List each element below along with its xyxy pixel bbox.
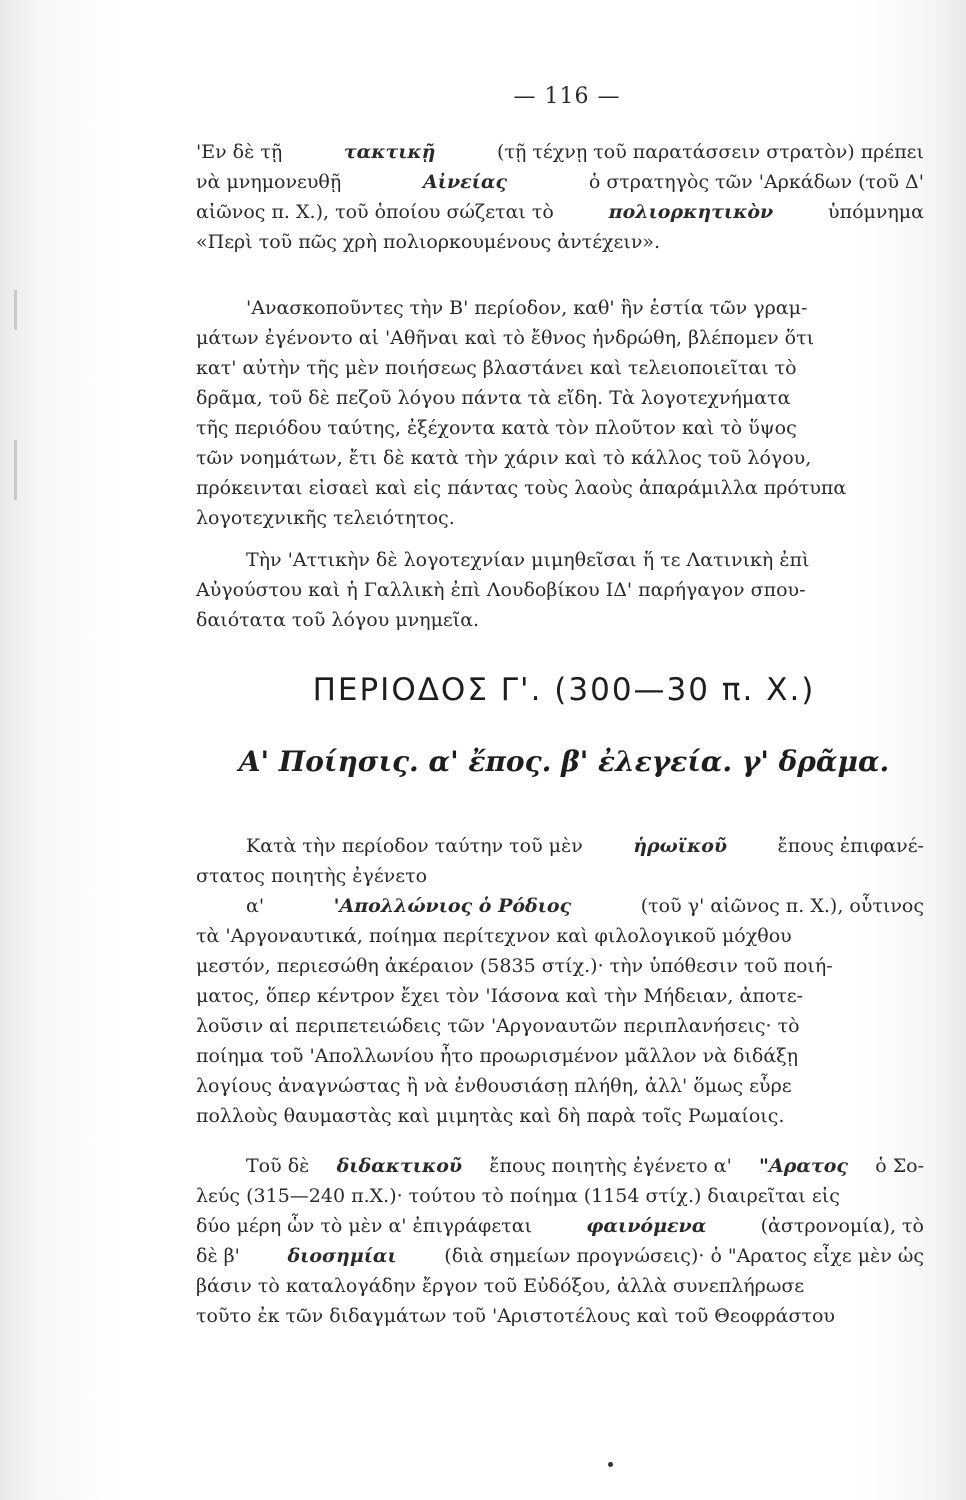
- text-line: τῆς περιόδου ταύτης, ἐξέχοντα κατὰ τὸν πλοῦτον καὶ τὸ ὕψος: [196, 417, 797, 439]
- text-line: δαιότατα τοῦ λόγου μνημεῖα.: [196, 609, 480, 631]
- text-line: τὰ 'Αργοναυτικά, ποίημα περίτεχνον καὶ φιλολογικοῦ μόχθου: [196, 925, 792, 947]
- text-line: δὲ β' διοσημίαι (διὰ σημείων προγνώσεις)· ὁ "Αρατος εἶχε μὲν ὡς: [196, 1241, 924, 1271]
- text-line: 'Ανασκοποῦντες τὴν Β' περίοδον, καθ' ἣν ἑστία τῶν γραμ-: [246, 297, 808, 319]
- text-line: Τοῦ δὲ διδακτικοῦ ἔπους ποιητὴς ἐγένετο α' "Αρατος ὁ Σο-: [196, 1151, 924, 1181]
- text-line: «Περὶ τοῦ πῶς χρὴ πολιορκουμένους ἀντέχειν».: [196, 231, 661, 253]
- text-line: λογοτεχνικῆς τελειότητος.: [196, 507, 455, 529]
- text-line: ματος, ὅπερ κέντρον ἔχει τὸν 'Ιάσονα καὶ τὴν Μήδειαν, ἀποτε-: [196, 985, 804, 1007]
- text-line: δύο μέρη ὧν τὸ μὲν α' ἐπιγράφεται φαινόμενα (ἀστρονομία), τὸ: [196, 1211, 924, 1241]
- term-taktike: τακτικῇ: [343, 141, 436, 163]
- text-line: Κατὰ τὴν περίοδον ταύτην τοῦ μὲν ἡρωϊκοῦ ἔπους ἐπιφανέ-: [196, 831, 924, 861]
- page-number: — 116 —: [513, 84, 621, 109]
- text-line: πρόκεινται εἰσαεὶ καὶ εἰς πάντας τοὺς λαοὺς ἀπαράμιλλα πρότυπα: [196, 477, 847, 499]
- text-line: πολλοὺς θαυμαστὰς καὶ μιμητὰς καὶ δὴ παρὰ τοῖς Ρωμαίοις.: [196, 1105, 785, 1127]
- text-line: τοῦτο ἐκ τῶν διδαγμάτων τοῦ 'Αριστοτέλους καὶ τοῦ Θεοφράστου: [196, 1305, 835, 1327]
- text-line: νὰ μνημονευθῇ Αἰνείας ὁ στρατηγὸς τῶν 'Αρκάδων (τοῦ Δ': [196, 167, 924, 197]
- section-heading: ΠΕΡΙΟΔΟΣ Γ'. (300—30 π. Χ.): [312, 672, 816, 708]
- paragraph-didactic: [196, 1151, 924, 1331]
- ink-dot: [608, 1462, 613, 1467]
- term-phainomena: φαινόμενα: [586, 1215, 707, 1237]
- paragraph-imitation: [196, 545, 924, 635]
- paragraph-tactics: [196, 137, 924, 257]
- text-line: λοῦσιν αἱ περιπετειώδεις τῶν 'Αργοναυτῶν περιπλανήσεις· τὸ: [196, 1015, 800, 1037]
- sub-heading: Α' Ποίησις. α' ἔπος. β' ἐλεγεία. γ' δρᾶμα.: [238, 745, 890, 778]
- text-line: τῶν νοημάτων, ἔτι δὲ κατὰ τὴν χάριν καὶ τὸ κάλλος τοῦ λόγου,: [196, 447, 812, 469]
- margin-mark: [14, 290, 17, 330]
- text-line: στατος ποιητὴς ἐγένετο: [196, 865, 428, 887]
- text-line: Τὴν 'Αττικὴν δὲ λογοτεχνίαν μιμηθεῖσαι ἥ τε Λατινικὴ ἐπὶ: [246, 549, 810, 571]
- name-apollonios: 'Απολλώνιος ὁ Ρόδιος: [333, 895, 572, 917]
- paragraph-review: [196, 293, 924, 533]
- term-diosemiai: διοσημίαι: [287, 1245, 397, 1267]
- margin-mark: [14, 440, 17, 500]
- term-heroic: ἡρωϊκοῦ: [633, 835, 728, 857]
- text-line: μάτων ἐγένοντο αἱ 'Αθῆναι καὶ τὸ ἔθνος ἠνδρώθη, βλέπομεν ὅτι: [196, 327, 815, 349]
- paragraph-epic: [196, 831, 924, 1131]
- text-line: Αὐγούστου καὶ ἡ Γαλλικὴ ἐπὶ Λουδοβίκου ΙΔ' παρήγαγον σπου-: [196, 579, 806, 601]
- text-line: λογίους ἀναγνώστας ἢ νὰ ἐνθουσιάσῃ πλήθη, ἀλλ' ὅμως εὗρε: [196, 1075, 792, 1097]
- text-line: κατ' αὐτὴν τῆς μὲν ποιήσεως βλαστάνει καὶ τελειοποιεῖται τὸ: [196, 357, 797, 379]
- name-aratos: "Αρατος: [759, 1155, 848, 1177]
- text-line: 'Εν δὲ τῇ τακτικῇ (τῇ τέχνῃ τοῦ παρατάσσειν στρατὸν) πρέπει: [196, 137, 924, 167]
- text-line: α' 'Απολλώνιος ὁ Ρόδιος (τοῦ γ' αἰῶνος π. Χ.), οὗτινος: [196, 891, 924, 921]
- name-aineias: Αἰνείας: [423, 171, 508, 193]
- text-line: δρᾶμα, τοῦ δὲ πεζοῦ λόγου πάντα τὰ εἴδη. Τὰ λογοτεχνήματα: [196, 387, 791, 409]
- term-poliorketikon: πολιορκητικὸν: [608, 201, 774, 223]
- text-line: μεστόν, περιεσώθη ἀκέραιον (5835 στίχ.)· τὴν ὑπόθεσιν τοῦ ποιή-: [196, 955, 833, 977]
- text-line: λεύς (315—240 π.Χ.)· τούτου τὸ ποίημα (1154 στίχ.) διαιρεῖται εἰς: [196, 1185, 840, 1207]
- text-line: ποίημα τοῦ 'Απολλωνίου ἦτο προωρισμένον μᾶλλον νὰ διδάξῃ: [196, 1045, 799, 1067]
- text-line: αἰῶνος π. Χ.), τοῦ ὁποίου σώζεται τὸ πολιορκητικὸν ὑπόμνημα: [196, 197, 924, 227]
- text-line: βάσιν τὸ καταλογάδην ἔργον τοῦ Εὐδόξου, ἀλλὰ συνεπλήρωσε: [196, 1275, 805, 1297]
- term-didactic: διδακτικοῦ: [336, 1155, 463, 1177]
